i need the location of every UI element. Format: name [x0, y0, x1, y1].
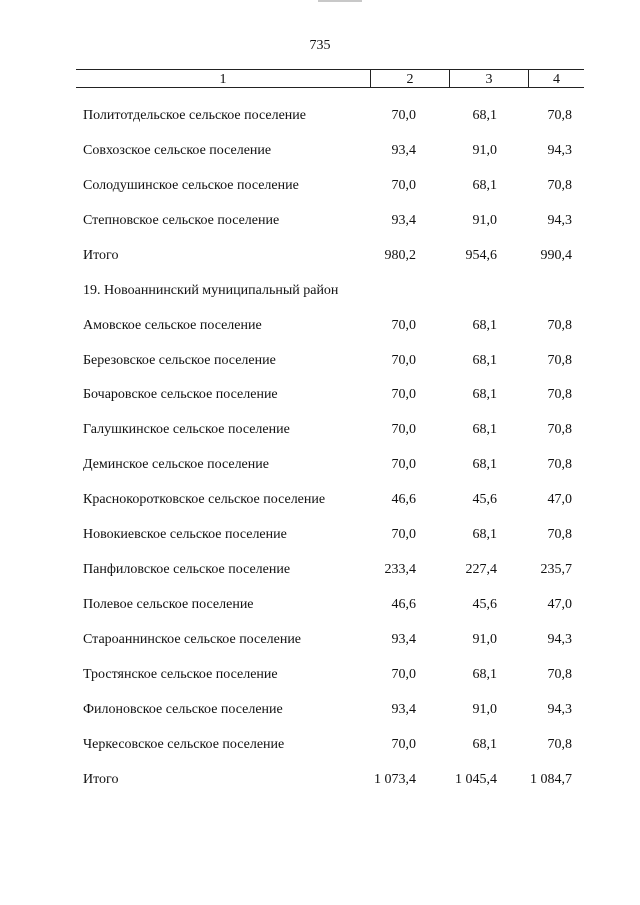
value-col-3: 68,1	[472, 178, 497, 193]
value-col-3: 91,0	[472, 143, 497, 158]
value-col-3: 91,0	[472, 632, 497, 647]
value-col-4: 70,8	[547, 318, 572, 333]
value-col-4: 70,8	[547, 667, 572, 682]
value-col-2: 980,2	[384, 248, 416, 263]
row-name: Степновское сельское поселение	[83, 213, 280, 228]
value-col-2: 46,6	[391, 597, 416, 612]
value-col-2: 70,0	[391, 353, 416, 368]
row-name: Итого	[83, 772, 119, 787]
table-row	[0, 490, 640, 510]
value-col-3: 68,1	[472, 527, 497, 542]
table-row	[0, 525, 640, 545]
value-col-2: 233,4	[384, 562, 416, 577]
value-col-2: 46,6	[391, 492, 416, 507]
table-row	[0, 211, 640, 231]
row-name: Черкесовское сельское поселение	[83, 737, 285, 752]
value-col-2: 93,4	[391, 702, 416, 717]
row-name: Тростянское сельское поселение	[83, 667, 278, 682]
row-name: Березовское сельское поселение	[83, 353, 276, 368]
row-name: Совхозское сельское поселение	[83, 143, 272, 158]
value-col-2: 70,0	[391, 527, 416, 542]
table-row	[0, 560, 640, 580]
table-row	[0, 770, 640, 790]
value-col-4: 94,3	[547, 632, 572, 647]
value-col-3: 45,6	[472, 492, 497, 507]
table-row	[0, 141, 640, 161]
value-col-2: 1 073,4	[374, 772, 416, 787]
value-col-2: 93,4	[391, 143, 416, 158]
column-header-3: 3	[485, 72, 493, 87]
row-name: Бочаровское сельское поселение	[83, 387, 278, 402]
value-col-4: 94,3	[547, 143, 572, 158]
column-header-2: 2	[406, 72, 414, 87]
value-col-3: 68,1	[472, 737, 497, 752]
value-col-4: 70,8	[547, 527, 572, 542]
value-col-4: 235,7	[540, 562, 572, 577]
value-col-4: 47,0	[547, 492, 572, 507]
value-col-4: 70,8	[547, 108, 572, 123]
value-col-2: 93,4	[391, 632, 416, 647]
table-row	[0, 246, 640, 266]
value-col-3: 227,4	[465, 562, 497, 577]
row-name: Полевое сельское поселение	[83, 597, 254, 612]
row-name: Итого	[83, 248, 119, 263]
table-row	[0, 281, 640, 301]
value-col-2: 70,0	[391, 457, 416, 472]
value-col-4: 94,3	[547, 702, 572, 717]
value-col-2: 70,0	[391, 422, 416, 437]
row-name: Староаннинское сельское поселение	[83, 632, 302, 647]
row-name: Новокиевское сельское поселение	[83, 527, 287, 542]
value-col-4: 70,8	[547, 178, 572, 193]
table-row	[0, 455, 640, 475]
table-row	[0, 176, 640, 196]
value-col-3: 1 045,4	[455, 772, 497, 787]
value-col-4: 70,8	[547, 387, 572, 402]
row-name: Деминское сельское поселение	[83, 457, 269, 472]
value-col-4: 47,0	[547, 597, 572, 612]
value-col-3: 68,1	[472, 457, 497, 472]
column-header-4: 4	[553, 72, 560, 87]
value-col-2: 70,0	[391, 178, 416, 193]
row-name: Солодушинское сельское поселение	[83, 178, 299, 193]
value-col-3: 68,1	[472, 667, 497, 682]
table-row	[0, 385, 640, 405]
value-col-2: 70,0	[391, 108, 416, 123]
value-col-3: 45,6	[472, 597, 497, 612]
row-name: Филоновское сельское поселение	[83, 702, 283, 717]
value-col-3: 68,1	[472, 387, 497, 402]
value-col-2: 70,0	[391, 318, 416, 333]
value-col-4: 94,3	[547, 213, 572, 228]
value-col-4: 70,8	[547, 353, 572, 368]
value-col-3: 68,1	[472, 353, 497, 368]
table-row	[0, 316, 640, 336]
value-col-3: 91,0	[472, 702, 497, 717]
scan-edge-mark	[318, 0, 362, 2]
value-col-4: 70,8	[547, 737, 572, 752]
table-row	[0, 106, 640, 126]
table-row	[0, 351, 640, 371]
value-col-3: 68,1	[472, 318, 497, 333]
page-number: 735	[309, 38, 331, 53]
value-col-2: 70,0	[391, 667, 416, 682]
row-name: Галушкинское сельское поселение	[83, 422, 290, 437]
header-top-rule	[76, 69, 584, 70]
table-row	[0, 665, 640, 685]
value-col-3: 68,1	[472, 422, 497, 437]
row-name: Панфиловское сельское поселение	[83, 562, 291, 577]
table-row	[0, 595, 640, 615]
row-name: 19. Новоаннинский муниципальный район	[83, 283, 339, 298]
table-row	[0, 630, 640, 650]
value-col-3: 68,1	[472, 108, 497, 123]
value-col-2: 70,0	[391, 387, 416, 402]
value-col-4: 70,8	[547, 457, 572, 472]
table-row	[0, 735, 640, 755]
value-col-3: 954,6	[465, 248, 497, 263]
value-col-4: 990,4	[540, 248, 572, 263]
table-row	[0, 700, 640, 720]
value-col-4: 70,8	[547, 422, 572, 437]
value-col-2: 70,0	[391, 737, 416, 752]
value-col-2: 93,4	[391, 213, 416, 228]
value-col-4: 1 084,7	[530, 772, 572, 787]
value-col-3: 91,0	[472, 213, 497, 228]
row-name: Амовское сельское поселение	[83, 318, 262, 333]
table-row	[0, 420, 640, 440]
row-name: Политотдельское сельское поселение	[83, 108, 306, 123]
column-header-1: 1	[219, 72, 227, 87]
row-name: Краснокоротковское сельское поселение	[83, 492, 326, 507]
